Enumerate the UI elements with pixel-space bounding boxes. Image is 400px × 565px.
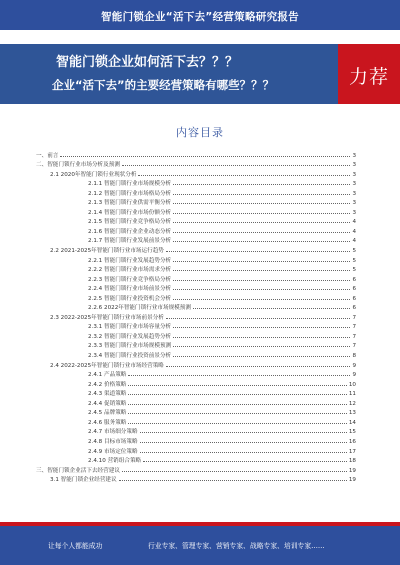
toc-dot-leader xyxy=(119,480,347,481)
toc-dot-leader xyxy=(173,346,350,347)
toc-page-number: 3 xyxy=(352,181,356,188)
toc-page-number: 4 xyxy=(352,219,356,226)
toc-heading: 内容目录 xyxy=(176,126,224,139)
toc-entry-text: 2.1.7 智能门锁行业发展前景分析 xyxy=(88,238,172,245)
toc-page-number: 12 xyxy=(348,400,356,407)
toc-page-number: 3 xyxy=(352,200,356,207)
toc-dot-leader xyxy=(173,261,350,262)
toc-page-number: 14 xyxy=(348,419,356,426)
toc-entry-text: 2.2 2021-2025年智能门锁行业市场运行趋势 xyxy=(50,248,164,255)
toc-dot-leader xyxy=(122,471,347,472)
toc-entry[interactable] xyxy=(36,244,356,254)
toc-page-number: 6 xyxy=(352,305,356,312)
toc-entry-text: 2.1.2 智能门锁行业市场格局分析 xyxy=(88,190,172,197)
banner-subtitle: 企业“活下去”的主要经营策略有哪些？？？ xyxy=(52,78,275,92)
toc-dot-leader xyxy=(173,280,350,281)
toc-page-number: 9 xyxy=(352,372,356,379)
toc-page-number: 19 xyxy=(348,477,356,484)
toc-entry[interactable] xyxy=(36,349,356,359)
toc-entry-text: 2.4.7 市场细分策略 xyxy=(88,429,138,436)
toc-entry[interactable] xyxy=(36,264,356,274)
brand-recommend-label: 力荐 xyxy=(348,66,389,88)
toc-entry[interactable] xyxy=(36,407,356,417)
toc-page-number: 10 xyxy=(348,381,356,388)
toc-entry-text: 2.4.6 服务策略 xyxy=(88,419,127,426)
toc-dot-leader xyxy=(140,452,347,453)
toc-dot-leader xyxy=(138,175,350,176)
table-of-contents xyxy=(36,149,356,483)
toc-entry-text: 3.1 智能门锁企业经营建议 xyxy=(50,477,117,484)
toc-entry[interactable] xyxy=(36,330,356,340)
toc-entry[interactable] xyxy=(36,474,356,484)
toc-entry-text: 2.2.4 智能门锁行业市场前景分析 xyxy=(88,286,172,293)
toc-entry-text: 2.4.3 渠道策略 xyxy=(88,391,127,398)
toc-dot-leader xyxy=(173,184,350,185)
toc-page-number: 6 xyxy=(352,286,356,293)
toc-dot-leader xyxy=(166,318,351,319)
toc-entry[interactable] xyxy=(36,216,356,226)
toc-dot-leader xyxy=(193,308,350,309)
toc-page-number: 3 xyxy=(352,152,356,159)
toc-dot-leader xyxy=(173,270,350,271)
toc-entry[interactable] xyxy=(36,464,356,474)
toc-entry-text: 2.4.5 品牌策略 xyxy=(88,410,127,417)
toc-entry[interactable] xyxy=(36,159,356,169)
toc-page-number: 7 xyxy=(352,324,356,331)
toc-dot-leader xyxy=(128,375,350,376)
toc-page-number: 7 xyxy=(352,314,356,321)
footer-red-strip xyxy=(0,522,400,526)
footer-slogan: 让每个人都能成功 xyxy=(48,542,103,550)
toc-page-number: 9 xyxy=(352,362,356,369)
toc-dot-leader xyxy=(128,385,346,386)
title-banner xyxy=(0,44,400,104)
toc-page-number: 15 xyxy=(348,429,356,436)
toc-entry[interactable] xyxy=(36,435,356,445)
toc-entry-text: 2.3.3 智能门锁行业市场规模预测 xyxy=(88,343,172,350)
toc-dot-leader xyxy=(140,432,347,433)
toc-entry[interactable] xyxy=(36,321,356,331)
toc-entry[interactable] xyxy=(36,388,356,398)
toc-dot-leader xyxy=(173,327,350,328)
toc-entry[interactable] xyxy=(36,311,356,321)
toc-dot-leader xyxy=(143,461,347,462)
toc-entry[interactable] xyxy=(36,149,356,159)
toc-dot-leader xyxy=(173,241,350,242)
toc-entry-text: 2.2.5 智能门锁行业投资机会分析 xyxy=(88,295,172,302)
toc-entry[interactable] xyxy=(36,302,356,312)
toc-entry[interactable] xyxy=(36,187,356,197)
toc-dot-leader xyxy=(173,213,350,214)
toc-entry-text: 2.2.3 智能门锁行业竞争格局分析 xyxy=(88,276,172,283)
toc-dot-leader xyxy=(140,442,347,443)
toc-dot-leader xyxy=(173,289,350,290)
toc-entry[interactable] xyxy=(36,225,356,235)
toc-entry-text: 2.4.10 营销组合策略 xyxy=(88,458,142,465)
toc-entry-text: 2.4.4 促销策略 xyxy=(88,400,127,407)
toc-page-number: 5 xyxy=(352,267,356,274)
toc-dot-leader xyxy=(122,165,351,166)
toc-entry-text: 2.1.6 智能门锁行业企业动态分析 xyxy=(88,228,172,235)
toc-page-number: 5 xyxy=(352,248,356,255)
toc-entry-text: 2.3.4 智能门锁行业投资前景分析 xyxy=(88,353,172,360)
toc-entry[interactable] xyxy=(36,283,356,293)
toc-page-number: 13 xyxy=(348,410,356,417)
toc-dot-leader xyxy=(173,356,350,357)
toc-dot-leader xyxy=(173,299,350,300)
toc-dot-leader xyxy=(60,156,350,157)
toc-entry-text: 2.2.6 2022年智能门锁行业市场规模预测 xyxy=(88,305,191,312)
toc-page-number: 7 xyxy=(352,343,356,350)
toc-entry[interactable] xyxy=(36,445,356,455)
toc-entry-text: 2.4 2022-2025年智能门锁行业市场经营策略 xyxy=(50,362,164,369)
toc-entry[interactable] xyxy=(36,426,356,436)
toc-entry[interactable] xyxy=(36,292,356,302)
toc-entry-text: 二、智能门锁行业市场分析及预测 xyxy=(36,162,120,169)
toc-page-number: 6 xyxy=(352,295,356,302)
top-header-bar xyxy=(0,0,400,30)
toc-entry[interactable] xyxy=(36,206,356,216)
toc-entry[interactable] xyxy=(36,340,356,350)
toc-dot-leader xyxy=(166,251,351,252)
toc-entry-text: 一、前言 xyxy=(36,152,59,159)
toc-entry-text: 2.3.1 智能门锁行业市场容量分析 xyxy=(88,324,172,331)
footer-experts: 行业专家、管理专家、营销专家、战略专家、培训专家…… xyxy=(148,542,325,550)
toc-entry[interactable] xyxy=(36,359,356,369)
toc-entry[interactable] xyxy=(36,416,356,426)
toc-entry[interactable] xyxy=(36,273,356,283)
toc-entry-text: 2.4.9 市场定位策略 xyxy=(88,448,138,455)
toc-entry-text: 2.4.2 价格策略 xyxy=(88,381,127,388)
toc-entry[interactable] xyxy=(36,178,356,188)
toc-entry-text: 2.4.1 产品策略 xyxy=(88,372,127,379)
toc-dot-leader xyxy=(128,413,346,414)
toc-page-number: 19 xyxy=(348,467,356,474)
toc-dot-leader xyxy=(173,222,350,223)
footer-bar xyxy=(0,522,400,565)
toc-entry-text: 2.2.1 智能门锁行业发展趋势分析 xyxy=(88,257,172,264)
toc-entry-text: 2.3.2 智能门锁行业发展趋势分析 xyxy=(88,333,172,340)
toc-entry-text: 2.2.2 智能门锁行业市场需求分析 xyxy=(88,267,172,274)
toc-entry[interactable] xyxy=(36,254,356,264)
toc-page-number: 3 xyxy=(352,209,356,216)
toc-entry-text: 三、智能门锁企业活下去经营建议 xyxy=(36,467,120,474)
toc-entry[interactable] xyxy=(36,197,356,207)
toc-page-number: 3 xyxy=(352,190,356,197)
toc-page-number: 3 xyxy=(352,162,356,169)
toc-page-number: 7 xyxy=(352,333,356,340)
toc-entry[interactable] xyxy=(36,455,356,465)
toc-dot-leader xyxy=(166,366,351,367)
toc-page-number: 11 xyxy=(348,391,356,398)
toc-page-number: 4 xyxy=(352,228,356,235)
toc-entry[interactable] xyxy=(36,397,356,407)
toc-page-number: 8 xyxy=(352,353,356,360)
toc-page-number: 16 xyxy=(348,438,356,445)
toc-entry-text: 2.1 2020年智能门锁行业现状分析 xyxy=(50,171,137,178)
toc-dot-leader xyxy=(173,232,350,233)
toc-dot-leader xyxy=(128,404,346,405)
banner-title: 智能门锁企业如何活下去？？？ xyxy=(56,55,239,70)
toc-entry[interactable] xyxy=(36,369,356,379)
report-title: 智能门锁企业“活下去”经营策略研究报告 xyxy=(100,11,299,23)
toc-entry[interactable] xyxy=(36,168,356,178)
toc-entry-text: 2.1.4 智能门锁行业市场份额分析 xyxy=(88,209,172,216)
toc-page-number: 6 xyxy=(352,276,356,283)
toc-dot-leader xyxy=(128,394,346,395)
toc-dot-leader xyxy=(173,203,350,204)
toc-dot-leader xyxy=(173,194,350,195)
toc-dot-leader xyxy=(173,337,350,338)
toc-entry-text: 2.1.1 智能门锁行业市场规模分析 xyxy=(88,181,172,188)
toc-page-number: 17 xyxy=(348,448,356,455)
toc-entry-text: 2.4.8 目标市场策略 xyxy=(88,438,138,445)
toc-entry[interactable] xyxy=(36,235,356,245)
toc-page-number: 3 xyxy=(352,171,356,178)
toc-page-number: 5 xyxy=(352,257,356,264)
toc-entry-text: 2.1.5 智能门锁行业竞争格局分析 xyxy=(88,219,172,226)
toc-page-number: 4 xyxy=(352,238,356,245)
toc-entry[interactable] xyxy=(36,378,356,388)
toc-page-number: 18 xyxy=(348,458,356,465)
toc-entry-text: 2.1.3 智能门锁行业供需平衡分析 xyxy=(88,200,172,207)
toc-dot-leader xyxy=(128,423,346,424)
toc-entry-text: 2.3 2022-2025年智能门锁行业市场前景分析 xyxy=(50,314,164,321)
